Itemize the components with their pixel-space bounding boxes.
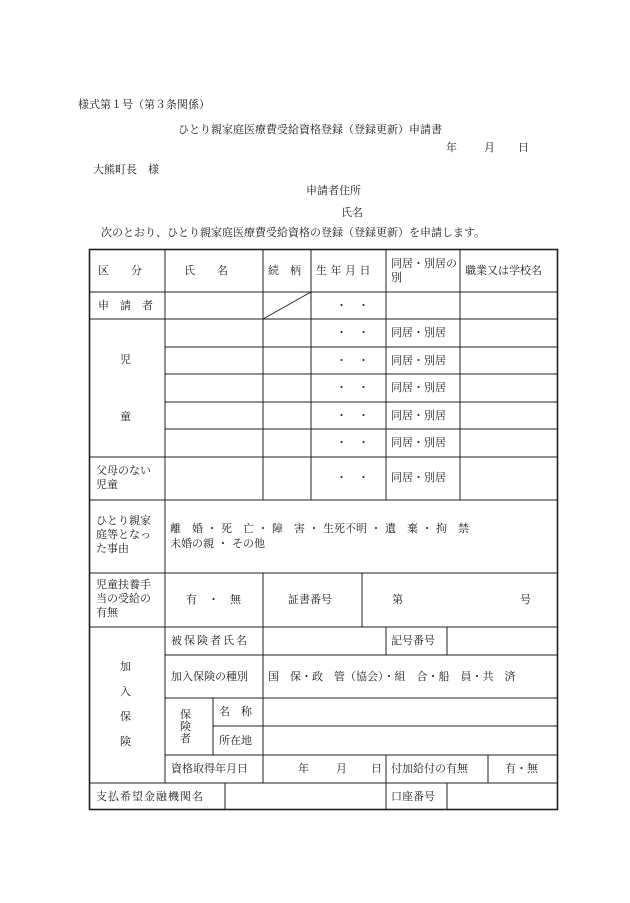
header-relation: 続 柄 — [268, 264, 301, 277]
applicant-row-label: 申 請 者 — [98, 299, 153, 312]
orphan-label-line1: 父母のない — [96, 464, 151, 477]
form-number: 様式第１号（第３条関係） — [78, 98, 210, 111]
additional-benefit-label: 付加給付の有無 — [391, 762, 468, 775]
child-2-birth-dots: ・ ・ — [336, 354, 369, 367]
child-4-birth-dots: ・ ・ — [336, 409, 369, 422]
acquired-date-label: 資格取得年月日 — [171, 762, 248, 775]
header-category: 区 分 — [98, 264, 142, 277]
certificate-number-label: 証書番号 — [288, 593, 332, 606]
insurance-type-options: 国 保・政 管（協会）・組 合・船 員・共 済 — [268, 670, 516, 683]
form-title: ひとり親家庭医療費受給資格登録（登録更新）申請書 — [178, 123, 442, 136]
child-5-cohabit: 同居・別居 — [391, 436, 446, 449]
children-label-top: 児 — [120, 353, 131, 366]
additional-benefit-options: 有・無 — [505, 762, 538, 775]
insurance-type-label: 加入保険の種別 — [171, 670, 248, 683]
allowance-label-line1: 児童扶養手 — [96, 578, 151, 591]
insurer-name-label: 名 称 — [219, 705, 252, 718]
allowance-label-line3: 有無 — [96, 606, 118, 619]
child-4-cohabit: 同居・別居 — [391, 409, 446, 422]
insurance-label-char-4: 険 — [120, 735, 131, 748]
orphan-label-line2: 児童 — [96, 478, 118, 491]
certificate-number-suffix: 号 — [520, 593, 531, 606]
header-occupation: 職業又は学校名 — [465, 264, 542, 277]
acquired-date-year: 年 — [298, 762, 309, 775]
allowance-yes-no: 有 ・ 無 — [186, 593, 241, 606]
reason-options-line2: 未婚の親 ・ その他 — [170, 537, 265, 550]
bank-label: 支払希望金融機関名 — [96, 790, 204, 803]
insurer-label-char-3: 者 — [180, 732, 191, 745]
header-birthdate: 生 年 月 日 — [316, 264, 371, 277]
date-day-label: 日 — [518, 141, 529, 154]
account-number-label: 口座番号 — [391, 790, 435, 803]
addressee: 大熊町長 様 — [93, 163, 159, 176]
insurer-label-char-2: 険 — [180, 720, 191, 733]
insurer-label-char-1: 保 — [180, 708, 191, 721]
reason-label-line2: 庭等となっ — [96, 528, 151, 541]
child-1-birth-dots: ・ ・ — [336, 326, 369, 339]
orphan-cohabit: 同居・別居 — [391, 471, 446, 484]
date-year-label: 年 — [446, 141, 457, 154]
applicant-birth-dots: ・ ・ — [336, 299, 369, 312]
insurance-label-char-3: 保 — [120, 710, 131, 723]
application-statement: 次のとおり、ひとり親家庭医療費受給資格の登録（登録更新）を申請します。 — [101, 226, 486, 239]
applicant-name-label: 氏名 — [341, 206, 363, 219]
symbol-number-label: 記号番号 — [391, 634, 435, 647]
child-3-birth-dots: ・ ・ — [336, 381, 369, 394]
child-1-cohabit: 同居・別居 — [391, 326, 446, 339]
acquired-date-day: 日 — [371, 762, 382, 775]
reason-label-line3: た事由 — [96, 542, 129, 555]
allowance-label-line2: 当の受給の — [96, 592, 151, 605]
child-5-birth-dots: ・ ・ — [336, 436, 369, 449]
certificate-number-prefix: 第 — [392, 593, 403, 606]
reason-label-line1: ひとり親家 — [96, 514, 151, 527]
applicant-address-label: 申請者住所 — [306, 184, 361, 197]
orphan-birth-dots: ・ ・ — [336, 471, 369, 484]
insurer-address-label: 所在地 — [219, 734, 252, 747]
date-month-label: 月 — [484, 141, 495, 154]
acquired-date-month: 月 — [336, 762, 347, 775]
insured-name-label: 被保険者氏名 — [171, 634, 249, 647]
insurance-label-char-2: 入 — [120, 685, 131, 698]
child-2-cohabit: 同居・別居 — [391, 354, 446, 367]
header-cohabit: 同居・別居の別 — [391, 257, 457, 284]
insurance-label-char-1: 加 — [120, 660, 131, 673]
children-label-bottom: 童 — [120, 410, 131, 423]
child-3-cohabit: 同居・別居 — [391, 381, 446, 394]
reason-options-line1: 離 婚 ・ 死 亡 ・ 障 害 ・ 生死不明 ・ 遺 棄 ・ 拘 禁 — [170, 522, 469, 535]
header-name: 氏 名 — [184, 264, 228, 277]
